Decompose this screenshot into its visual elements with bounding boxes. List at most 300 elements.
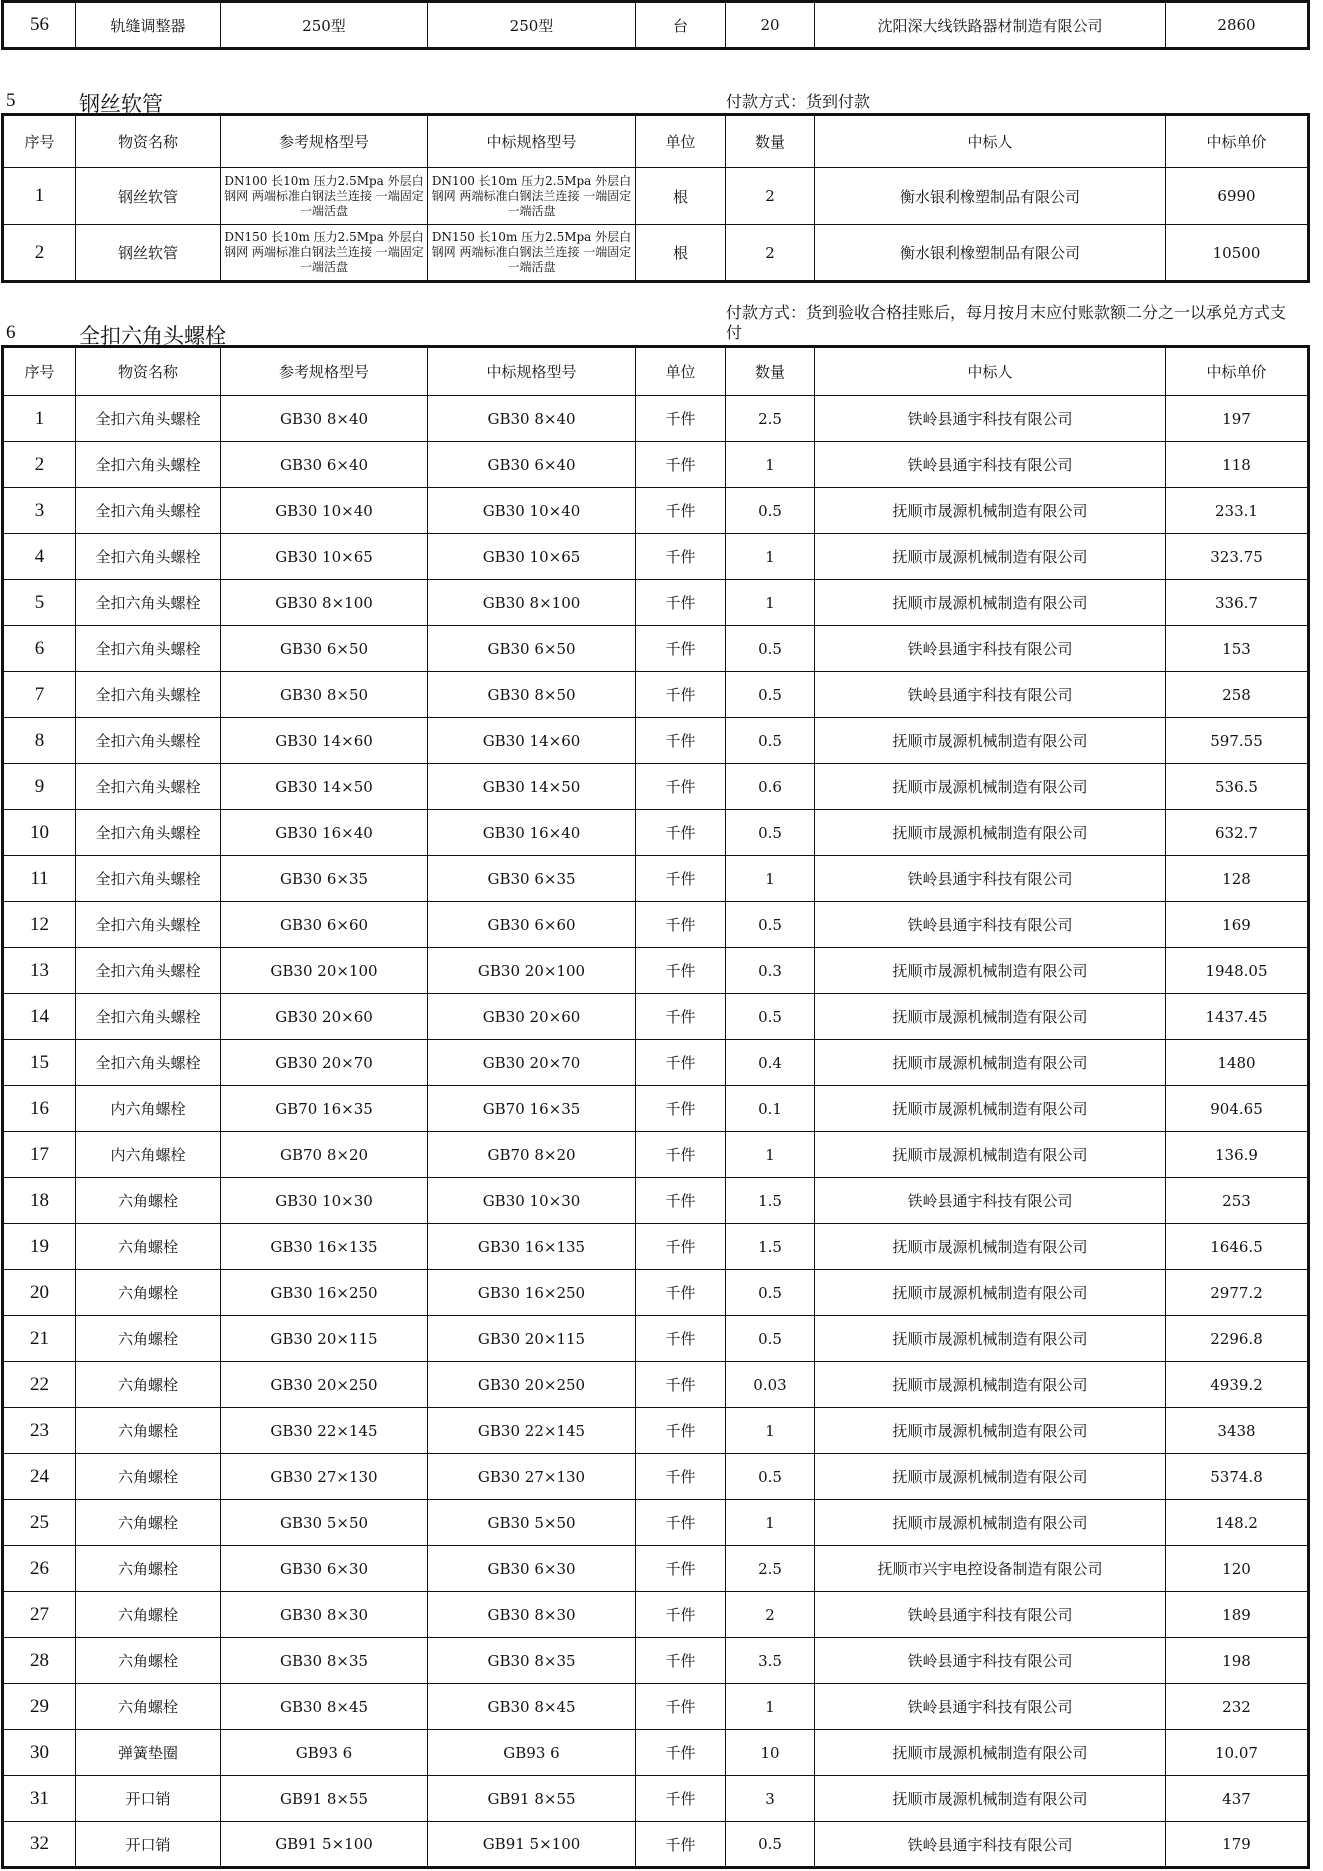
- column-header: 中标单价: [1166, 115, 1309, 168]
- cell-item-name: 轨缝调整器: [76, 2, 221, 49]
- cell-ref-spec: GB91 8×55: [221, 1776, 428, 1822]
- cell-unit: 千件: [636, 1040, 726, 1086]
- cell-bid-spec: GB93 6: [428, 1730, 636, 1776]
- table-row: [3, 1408, 1309, 1454]
- cell-index: 19: [3, 1224, 76, 1270]
- cell-index: 11: [3, 856, 76, 902]
- cell-supplier: 抚顺市晟源机械制造有限公司: [815, 1500, 1166, 1546]
- table-row: [3, 534, 1309, 580]
- cell-ref-spec: GB30 20×70: [221, 1040, 428, 1086]
- cell-quantity: 20: [726, 2, 815, 49]
- cell-item-name: 六角螺栓: [76, 1454, 221, 1500]
- cell-quantity: 3.5: [726, 1638, 815, 1684]
- table-row: [3, 718, 1309, 764]
- cell-unit: 千件: [636, 488, 726, 534]
- cell-ref-spec: GB70 8×20: [221, 1132, 428, 1178]
- cell-quantity: 0.5: [726, 902, 815, 948]
- column-header: 中标人: [815, 347, 1166, 396]
- cell-index: 18: [3, 1178, 76, 1224]
- cell-index: 23: [3, 1408, 76, 1454]
- cell-unit: 千件: [636, 902, 726, 948]
- cell-item-name: 内六角螺栓: [76, 1086, 221, 1132]
- cell-index: 26: [3, 1546, 76, 1592]
- cell-supplier: 抚顺市晟源机械制造有限公司: [815, 1408, 1166, 1454]
- cell-ref-spec: GB30 20×250: [221, 1362, 428, 1408]
- cell-bid-spec: DN150 长10m 压力2.5Mpa 外层白钢网 两端标准白钢法兰连接 一端固定 一端活盘: [428, 225, 636, 282]
- cell-item-name: 开口销: [76, 1776, 221, 1822]
- cell-item-name: 六角螺栓: [76, 1408, 221, 1454]
- cell-quantity: 0.5: [726, 1822, 815, 1868]
- payment-terms: 付款方式：货到验收合格挂账后，每月按月末应付账款额二分之一以承兑方式支付: [726, 303, 1287, 342]
- cell-unit: 千件: [636, 1546, 726, 1592]
- cell-item-name: 六角螺栓: [76, 1638, 221, 1684]
- column-header: 数量: [726, 115, 815, 168]
- cell-ref-spec: GB30 8×35: [221, 1638, 428, 1684]
- cell-ref-spec: GB30 6×50: [221, 626, 428, 672]
- cell-item-name: 全扣六角头螺栓: [76, 580, 221, 626]
- cell-bid-spec: GB70 8×20: [428, 1132, 636, 1178]
- table-row: [3, 948, 1309, 994]
- cell-unit-price: 118: [1166, 442, 1309, 488]
- cell-unit: 千件: [636, 1270, 726, 1316]
- cell-ref-spec: GB93 6: [221, 1730, 428, 1776]
- cell-quantity: 2.5: [726, 396, 815, 442]
- cell-ref-spec: GB30 8×50: [221, 672, 428, 718]
- cell-index: 29: [3, 1684, 76, 1730]
- cell-bid-spec: 250型: [428, 2, 636, 49]
- table-row: [3, 1684, 1309, 1730]
- cell-supplier: 铁岭县通宇科技有限公司: [815, 626, 1166, 672]
- cell-unit-price: 597.55: [1166, 718, 1309, 764]
- cell-quantity: 0.3: [726, 948, 815, 994]
- cell-supplier: 抚顺市晟源机械制造有限公司: [815, 948, 1166, 994]
- cell-bid-spec: GB30 14×50: [428, 764, 636, 810]
- cell-unit: 千件: [636, 1454, 726, 1500]
- cell-supplier: 衡水银利橡塑制品有限公司: [815, 168, 1166, 225]
- cell-item-name: 六角螺栓: [76, 1316, 221, 1362]
- cell-quantity: 0.5: [726, 672, 815, 718]
- cell-supplier: 铁岭县通宇科技有限公司: [815, 1638, 1166, 1684]
- table-row: [3, 225, 1309, 282]
- cell-item-name: 六角螺栓: [76, 1592, 221, 1638]
- cell-index: 1: [3, 396, 76, 442]
- cell-unit-price: 4939.2: [1166, 1362, 1309, 1408]
- table-row: [3, 1362, 1309, 1408]
- cell-ref-spec: DN150 长10m 压力2.5Mpa 外层白钢网 两端标准白钢法兰连接 一端固定 一端活盘: [221, 225, 428, 282]
- cell-supplier: 抚顺市晟源机械制造有限公司: [815, 1776, 1166, 1822]
- cell-supplier: 抚顺市晟源机械制造有限公司: [815, 764, 1166, 810]
- cell-supplier: 抚顺市晟源机械制造有限公司: [815, 1040, 1166, 1086]
- table-row: [3, 810, 1309, 856]
- cell-bid-spec: GB30 16×250: [428, 1270, 636, 1316]
- cell-item-name: 六角螺栓: [76, 1546, 221, 1592]
- cell-unit: 千件: [636, 948, 726, 994]
- cell-unit-price: 336.7: [1166, 580, 1309, 626]
- cell-quantity: 0.5: [726, 1454, 815, 1500]
- cell-ref-spec: GB30 27×130: [221, 1454, 428, 1500]
- cell-unit-price: 258: [1166, 672, 1309, 718]
- cell-unit-price: 153: [1166, 626, 1309, 672]
- cell-ref-spec: GB30 22×145: [221, 1408, 428, 1454]
- cell-ref-spec: GB30 8×100: [221, 580, 428, 626]
- cell-supplier: 铁岭县通宇科技有限公司: [815, 1178, 1166, 1224]
- cell-unit: 千件: [636, 1132, 726, 1178]
- cell-unit-price: 2860: [1166, 2, 1309, 49]
- cell-index: 17: [3, 1132, 76, 1178]
- cell-ref-spec: GB30 8×30: [221, 1592, 428, 1638]
- cell-unit: 千件: [636, 626, 726, 672]
- table-row: [3, 856, 1309, 902]
- cell-item-name: 全扣六角头螺栓: [76, 902, 221, 948]
- cell-ref-spec: GB30 20×60: [221, 994, 428, 1040]
- cell-unit-price: 5374.8: [1166, 1454, 1309, 1500]
- cell-bid-spec: GB30 8×50: [428, 672, 636, 718]
- table-row: [3, 1040, 1309, 1086]
- column-header: 参考规格型号: [221, 115, 428, 168]
- cell-item-name: 六角螺栓: [76, 1684, 221, 1730]
- cell-quantity: 3: [726, 1776, 815, 1822]
- cell-index: 4: [3, 534, 76, 580]
- cell-bid-spec: GB70 16×35: [428, 1086, 636, 1132]
- cell-supplier: 抚顺市晟源机械制造有限公司: [815, 994, 1166, 1040]
- column-header: 单位: [636, 347, 726, 396]
- table-row: [3, 1178, 1309, 1224]
- cell-unit: 千件: [636, 1408, 726, 1454]
- table-header-row: [3, 347, 1309, 396]
- cell-unit: 千件: [636, 672, 726, 718]
- cell-bid-spec: GB91 5×100: [428, 1822, 636, 1868]
- cell-unit: 千件: [636, 764, 726, 810]
- cell-bid-spec: GB30 5×50: [428, 1500, 636, 1546]
- cell-unit-price: 10.07: [1166, 1730, 1309, 1776]
- cell-item-name: 全扣六角头螺栓: [76, 396, 221, 442]
- cell-quantity: 0.5: [726, 718, 815, 764]
- column-header: 物资名称: [76, 347, 221, 396]
- cell-unit: 千件: [636, 994, 726, 1040]
- cell-unit-price: 1646.5: [1166, 1224, 1309, 1270]
- cell-bid-spec: GB30 6×30: [428, 1546, 636, 1592]
- cell-item-name: 全扣六角头螺栓: [76, 764, 221, 810]
- table-row: [3, 1500, 1309, 1546]
- cell-index: 1: [3, 168, 76, 225]
- cell-bid-spec: GB30 20×250: [428, 1362, 636, 1408]
- cell-index: 24: [3, 1454, 76, 1500]
- cell-index: 22: [3, 1362, 76, 1408]
- cell-bid-spec: GB30 6×35: [428, 856, 636, 902]
- cell-unit-price: 198: [1166, 1638, 1309, 1684]
- cell-supplier: 抚顺市晟源机械制造有限公司: [815, 1454, 1166, 1500]
- table-row: [3, 902, 1309, 948]
- column-header: 中标规格型号: [428, 347, 636, 396]
- cell-quantity: 10: [726, 1730, 815, 1776]
- table-row: [3, 1592, 1309, 1638]
- payment-terms: 付款方式：货到付款: [726, 92, 871, 111]
- cell-bid-spec: GB30 20×115: [428, 1316, 636, 1362]
- cell-bid-spec: GB30 14×60: [428, 718, 636, 764]
- cell-unit: 千件: [636, 1500, 726, 1546]
- cell-bid-spec: GB30 8×40: [428, 396, 636, 442]
- cell-supplier: 铁岭县通宇科技有限公司: [815, 902, 1166, 948]
- cell-bid-spec: GB30 16×135: [428, 1224, 636, 1270]
- cell-supplier: 抚顺市兴宇电控设备制造有限公司: [815, 1546, 1166, 1592]
- top-row-table: [1, 0, 1310, 50]
- cell-index: 7: [3, 672, 76, 718]
- cell-supplier: 沈阳深大线铁路器材制造有限公司: [815, 2, 1166, 49]
- cell-ref-spec: GB30 10×30: [221, 1178, 428, 1224]
- cell-bid-spec: GB30 10×65: [428, 534, 636, 580]
- cell-ref-spec: GB30 20×115: [221, 1316, 428, 1362]
- section-number: 6: [6, 322, 16, 343]
- cell-quantity: 0.03: [726, 1362, 815, 1408]
- cell-index: 3: [3, 488, 76, 534]
- cell-index: 6: [3, 626, 76, 672]
- cell-bid-spec: GB30 10×30: [428, 1178, 636, 1224]
- table-row: [3, 1822, 1309, 1868]
- cell-unit: 千件: [636, 534, 726, 580]
- cell-ref-spec: GB30 6×35: [221, 856, 428, 902]
- cell-index: 27: [3, 1592, 76, 1638]
- cell-supplier: 抚顺市晟源机械制造有限公司: [815, 488, 1166, 534]
- cell-index: 31: [3, 1776, 76, 1822]
- cell-bid-spec: GB30 8×30: [428, 1592, 636, 1638]
- cell-index: 5: [3, 580, 76, 626]
- cell-quantity: 1: [726, 1684, 815, 1730]
- table-row: [3, 1224, 1309, 1270]
- cell-unit-price: 136.9: [1166, 1132, 1309, 1178]
- cell-unit-price: 169: [1166, 902, 1309, 948]
- cell-item-name: 全扣六角头螺栓: [76, 1040, 221, 1086]
- cell-item-name: 全扣六角头螺栓: [76, 488, 221, 534]
- column-header: 物资名称: [76, 115, 221, 168]
- cell-unit: 千件: [636, 580, 726, 626]
- cell-supplier: 抚顺市晟源机械制造有限公司: [815, 580, 1166, 626]
- cell-unit: 台: [636, 2, 726, 49]
- cell-ref-spec: GB30 14×50: [221, 764, 428, 810]
- cell-bid-spec: GB30 16×40: [428, 810, 636, 856]
- cell-unit: 千件: [636, 856, 726, 902]
- cell-index: 9: [3, 764, 76, 810]
- cell-unit-price: 197: [1166, 396, 1309, 442]
- cell-index: 25: [3, 1500, 76, 1546]
- cell-unit-price: 3438: [1166, 1408, 1309, 1454]
- table-row: [3, 1776, 1309, 1822]
- cell-quantity: 0.5: [726, 994, 815, 1040]
- cell-ref-spec: GB30 6×60: [221, 902, 428, 948]
- cell-item-name: 全扣六角头螺栓: [76, 534, 221, 580]
- cell-unit: 千件: [636, 1086, 726, 1132]
- cell-bid-spec: GB30 22×145: [428, 1408, 636, 1454]
- cell-index: 28: [3, 1638, 76, 1684]
- table-row: [3, 764, 1309, 810]
- cell-item-name: 全扣六角头螺栓: [76, 948, 221, 994]
- cell-unit-price: 232: [1166, 1684, 1309, 1730]
- cell-bid-spec: GB30 6×50: [428, 626, 636, 672]
- table-row: [3, 1270, 1309, 1316]
- cell-unit: 千件: [636, 1224, 726, 1270]
- cell-ref-spec: GB30 16×135: [221, 1224, 428, 1270]
- cell-unit-price: 1437.45: [1166, 994, 1309, 1040]
- cell-item-name: 钢丝软管: [76, 168, 221, 225]
- cell-supplier: 抚顺市晟源机械制造有限公司: [815, 1224, 1166, 1270]
- cell-item-name: 开口销: [76, 1822, 221, 1868]
- cell-unit-price: 2977.2: [1166, 1270, 1309, 1316]
- cell-index: 8: [3, 718, 76, 764]
- cell-quantity: 0.5: [726, 626, 815, 672]
- cell-unit-price: 128: [1166, 856, 1309, 902]
- cell-item-name: 六角螺栓: [76, 1270, 221, 1316]
- cell-ref-spec: GB30 5×50: [221, 1500, 428, 1546]
- cell-supplier: 抚顺市晟源机械制造有限公司: [815, 1730, 1166, 1776]
- column-header: 中标人: [815, 115, 1166, 168]
- cell-item-name: 全扣六角头螺栓: [76, 672, 221, 718]
- cell-quantity: 1: [726, 856, 815, 902]
- table-row: [3, 168, 1309, 225]
- cell-bid-spec: GB30 27×130: [428, 1454, 636, 1500]
- cell-supplier: 抚顺市晟源机械制造有限公司: [815, 1270, 1166, 1316]
- cell-quantity: 0.5: [726, 810, 815, 856]
- cell-unit-price: 10500: [1166, 225, 1309, 282]
- cell-supplier: 抚顺市晟源机械制造有限公司: [815, 1132, 1166, 1178]
- cell-supplier: 衡水银利橡塑制品有限公司: [815, 225, 1166, 282]
- section-title: 钢丝软管: [79, 92, 163, 116]
- cell-quantity: 0.4: [726, 1040, 815, 1086]
- cell-bid-spec: GB30 20×70: [428, 1040, 636, 1086]
- cell-index: 14: [3, 994, 76, 1040]
- cell-index: 12: [3, 902, 76, 948]
- table-row: [3, 1730, 1309, 1776]
- cell-unit: 千件: [636, 1822, 726, 1868]
- cell-item-name: 钢丝软管: [76, 225, 221, 282]
- cell-bid-spec: GB30 6×60: [428, 902, 636, 948]
- cell-unit-price: 6990: [1166, 168, 1309, 225]
- cell-quantity: 1: [726, 1408, 815, 1454]
- cell-quantity: 0.5: [726, 488, 815, 534]
- cell-bid-spec: GB30 8×45: [428, 1684, 636, 1730]
- cell-ref-spec: GB30 16×250: [221, 1270, 428, 1316]
- cell-unit: 千件: [636, 1638, 726, 1684]
- cell-ref-spec: GB30 16×40: [221, 810, 428, 856]
- cell-quantity: 1: [726, 442, 815, 488]
- column-header: 参考规格型号: [221, 347, 428, 396]
- cell-quantity: 1: [726, 1132, 815, 1178]
- cell-quantity: 2: [726, 1592, 815, 1638]
- column-header: 数量: [726, 347, 815, 396]
- cell-index: 30: [3, 1730, 76, 1776]
- section-number: 5: [6, 90, 16, 111]
- table-row: [3, 2, 1309, 49]
- cell-unit-price: 2296.8: [1166, 1316, 1309, 1362]
- cell-item-name: 全扣六角头螺栓: [76, 994, 221, 1040]
- cell-supplier: 抚顺市晟源机械制造有限公司: [815, 1316, 1166, 1362]
- table-header-row: [3, 115, 1309, 168]
- cell-supplier: 铁岭县通宇科技有限公司: [815, 396, 1166, 442]
- table-row: [3, 1638, 1309, 1684]
- table-row: [3, 1086, 1309, 1132]
- column-header: 中标单价: [1166, 347, 1309, 396]
- table-row: [3, 1316, 1309, 1362]
- table-row: [3, 396, 1309, 442]
- cell-ref-spec: GB91 5×100: [221, 1822, 428, 1868]
- cell-ref-spec: 250型: [221, 2, 428, 49]
- table-row: [3, 488, 1309, 534]
- cell-supplier: 铁岭县通宇科技有限公司: [815, 672, 1166, 718]
- cell-unit-price: 120: [1166, 1546, 1309, 1592]
- cell-bid-spec: GB30 20×60: [428, 994, 636, 1040]
- cell-ref-spec: GB30 14×60: [221, 718, 428, 764]
- cell-item-name: 全扣六角头螺栓: [76, 810, 221, 856]
- cell-item-name: 内六角螺栓: [76, 1132, 221, 1178]
- table-row: [3, 672, 1309, 718]
- section6-table: [1, 345, 1310, 1869]
- table-row: [3, 442, 1309, 488]
- cell-quantity: 1: [726, 1500, 815, 1546]
- cell-ref-spec: GB30 8×45: [221, 1684, 428, 1730]
- cell-item-name: 全扣六角头螺栓: [76, 856, 221, 902]
- cell-unit-price: 1948.05: [1166, 948, 1309, 994]
- cell-unit: 千件: [636, 1178, 726, 1224]
- cell-supplier: 铁岭县通宇科技有限公司: [815, 1592, 1166, 1638]
- cell-unit: 千件: [636, 718, 726, 764]
- cell-unit: 千件: [636, 1776, 726, 1822]
- cell-unit-price: 148.2: [1166, 1500, 1309, 1546]
- cell-index: 13: [3, 948, 76, 994]
- cell-quantity: 0.5: [726, 1316, 815, 1362]
- cell-supplier: 铁岭县通宇科技有限公司: [815, 1822, 1166, 1868]
- cell-unit: 千件: [636, 396, 726, 442]
- cell-unit: 千件: [636, 1684, 726, 1730]
- cell-unit-price: 189: [1166, 1592, 1309, 1638]
- cell-unit: 根: [636, 168, 726, 225]
- cell-ref-spec: DN100 长10m 压力2.5Mpa 外层白钢网 两端标准白钢法兰连接 一端固定 一端活盘: [221, 168, 428, 225]
- cell-supplier: 铁岭县通宇科技有限公司: [815, 856, 1166, 902]
- cell-index: 16: [3, 1086, 76, 1132]
- cell-index: 20: [3, 1270, 76, 1316]
- table-row: [3, 1132, 1309, 1178]
- cell-unit: 千件: [636, 1592, 726, 1638]
- cell-ref-spec: GB30 20×100: [221, 948, 428, 994]
- cell-quantity: 1: [726, 534, 815, 580]
- cell-quantity: 0.1: [726, 1086, 815, 1132]
- cell-quantity: 2.5: [726, 1546, 815, 1592]
- section-title: 全扣六角头螺栓: [79, 324, 226, 348]
- cell-quantity: 2: [726, 168, 815, 225]
- cell-unit: 千件: [636, 1316, 726, 1362]
- table-row: [3, 1454, 1309, 1500]
- cell-bid-spec: GB30 6×40: [428, 442, 636, 488]
- cell-unit-price: 253: [1166, 1178, 1309, 1224]
- cell-unit-price: 233.1: [1166, 488, 1309, 534]
- cell-ref-spec: GB30 6×40: [221, 442, 428, 488]
- cell-quantity: 2: [726, 225, 815, 282]
- cell-bid-spec: GB91 8×55: [428, 1776, 636, 1822]
- cell-ref-spec: GB70 16×35: [221, 1086, 428, 1132]
- cell-item-name: 六角螺栓: [76, 1362, 221, 1408]
- cell-ref-spec: GB30 8×40: [221, 396, 428, 442]
- cell-supplier: 抚顺市晟源机械制造有限公司: [815, 810, 1166, 856]
- cell-index: 2: [3, 225, 76, 282]
- cell-quantity: 1.5: [726, 1224, 815, 1270]
- cell-supplier: 铁岭县通宇科技有限公司: [815, 1684, 1166, 1730]
- cell-item-name: 全扣六角头螺栓: [76, 442, 221, 488]
- table-row: [3, 580, 1309, 626]
- column-header: 单位: [636, 115, 726, 168]
- cell-unit: 千件: [636, 1730, 726, 1776]
- cell-unit: 根: [636, 225, 726, 282]
- cell-unit: 千件: [636, 1362, 726, 1408]
- cell-item-name: 全扣六角头螺栓: [76, 626, 221, 672]
- cell-quantity: 0.5: [726, 1270, 815, 1316]
- cell-unit-price: 323.75: [1166, 534, 1309, 580]
